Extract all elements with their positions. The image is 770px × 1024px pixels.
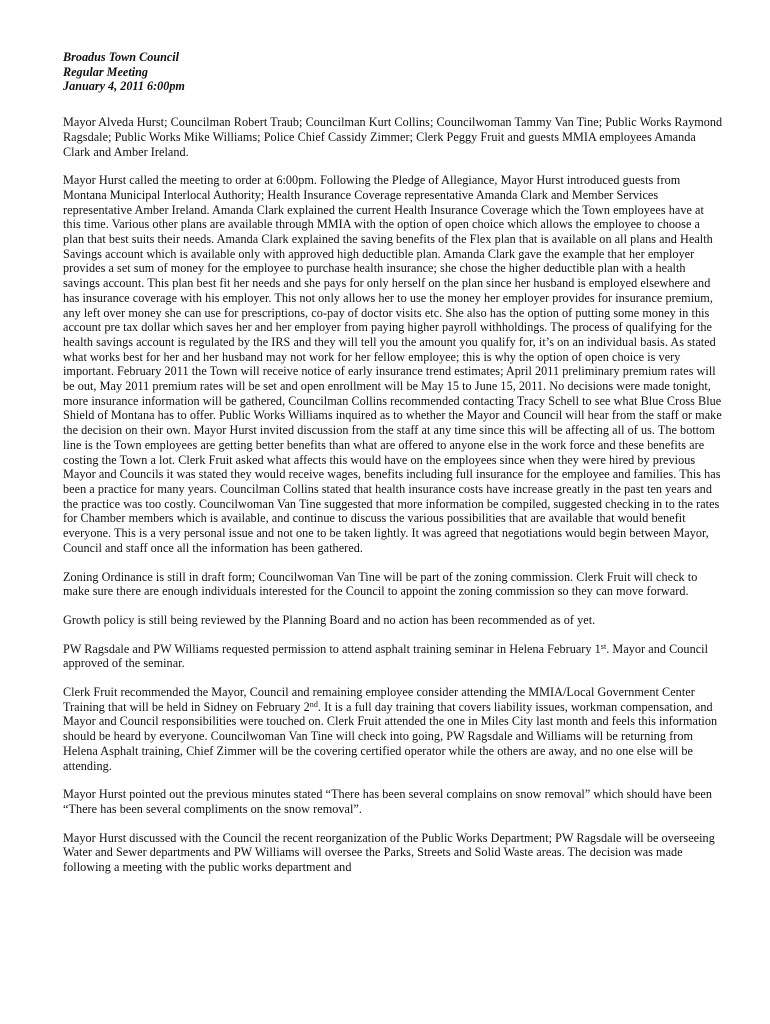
meeting-type: Regular Meeting [63,64,148,79]
zoning-paragraph: Zoning Ordinance is still in draft form; Councilwoman Van Tine will be part of the zoning commission. Clerk Fruit will check to make sure there are enough individuals interested for the Council to appoint the zoning commission so they can move forward. [63,569,698,599]
ordinal-suffix: st [600,641,607,651]
paragraph-text: Clerk Fruit recommended the Mayor, Council and remaining employee consider attending the MMIA/Local Government Center Training that will be held in Sidney on February 2 [63,685,695,714]
ordinal-suffix: nd [309,699,318,709]
council-name: Broadus Town Council [63,50,180,64]
mmia-training-paragraph [63,685,723,773]
document-header [63,50,723,94]
attendance-paragraph: Mayor Alveda Hurst; Councilman Robert Traub; Councilman Kurt Collins; Councilwoman Tammy Van Tine; Public Works Raymond Ragsdale; Public Works Mike Williams; Police Chief Cassidy Zimmer; Clerk Peggy Fruit and guests MMIA employees Amanda Clark and Amber Ireland. [63,115,723,159]
growth-policy-paragraph: Growth policy is still being reviewed by the Planning Board and no action has been recommended as of yet. [63,612,596,627]
paragraph-text: . Mayor and Council approved of the seminar. [63,641,709,671]
reorganization-paragraph: Mayor Hurst discussed with the Council the recent reorganization of the Public Works Department; PW Ragsdale will be overseeing Water and Sewer departments and PW Williams will oversee the Parks, Streets and Solid Waste areas. The decision was made following a meeting with the public works department and [63,830,715,875]
document-page [63,50,723,889]
meeting-date: January 4, 2011 6:00pm [63,79,185,94]
minutes-correction-paragraph: Mayor Hurst pointed out the previous minutes stated “There has been several complains on snow removal” which should have been “There has been several compliments on the snow removal”. [63,787,712,816]
asphalt-training-paragraph [63,642,723,671]
paragraph-text: . It is a full day training that covers liability issues, workman compensation, and Mayor and Council responsibilities were touched on. Clerk Fruit attended the one in Miles City last month and feels this information should be heard by everyone. Councilwoman Van Tine will check into going, PW Ragsdale and Williams will be returning from Helena Asphalt training, Chief Zimmer will be the covering certified operator while the others are away, and no one else will be attending. [63,699,718,773]
insurance-paragraph: Mayor Hurst called the meeting to order at 6:00pm. Following the Pledge of Allegiance, Mayor Hurst introduced guests from Montana Municipal Interlocal Authority; Health Insurance Coverage representative Amanda Clark and Member Services representative Amber Ireland. Amanda Clark explained the current Health Insurance Coverage which the Town employees have at this time. Various other plans are available through MMIA with the option of open choice which allows the employee to choose a plan that best suits their needs. Amanda Clark explained the saving benefits of the Flex plan that is available on all plans and Health Savings account which is available only with approved high deductible plan. Amanda Clark gave the example that her employer provides a set sum of money for the employee to purchase health insurance; she chose the higher deductible plan with a health savings account. This plan best fit her needs and she pays for only herself on the plan since her husband is employed elsewhere and has insurance coverage with his employer. This not only allows her to use the money her employer provides for insurance premium, any left over money she can use for prescriptions, co-pay of doctor visits etc. She also has the option of putting some money in this account pre tax dollar which saves her and her employer from paying higher payroll withholdings. The process of qualifying for the health savings account is regulated by the IRS and they will tell you the amount you qualify for, it’s on an individual basis. As stated what works best for her and her husband may not work for her fellow employee; this is why the option of open choice is very important. February 2011 the Town will receive notice of early insurance trend estimates; April 2011 preliminary premium rates will be out, May 2011 premium rates will be set and open enrollment will be May 15 to June 15, 2011. No decisions were made tonight, more insurance information will be gathered, Councilman Collins recommended contacting Tracy Schell to see what Blue Cross Blue Shield of Montana has to offer. Public Works Williams inquired as to whether the Mayor and Council will hear from the staff or make the decision on their own. Mayor Hurst invited discussion from the staff at any time since this will be affecting all of us. The bottom line is the Town employees are getting better benefits than what are offered to anyone else in the work force and these benefits are costing the Town a lot. Clerk Fruit asked what affects this would have on the employees since when they were hired by previous Mayor and Councils it was stated they would receive wages, benefits including full insurance for the employee and families. This has been a practice for many years. Councilman Collins stated that health insurance costs have increase greatly in the past ten years and the practice was too costly. Councilwoman Van Tine suggested that more information be compiled, suggested checking in to the rates for Chamber members which is available, and continue to discuss the various possibilities that are available that would benefit everyone. This is a very personal issue and not one to be taken lightly. It was agreed that negotiations would begin between Mayor, Council and staff once all the information has been gathered. [63,173,722,555]
paragraph-text: PW Ragsdale and PW Williams requested permission to attend asphalt training seminar in Helena February 1 [63,641,601,656]
